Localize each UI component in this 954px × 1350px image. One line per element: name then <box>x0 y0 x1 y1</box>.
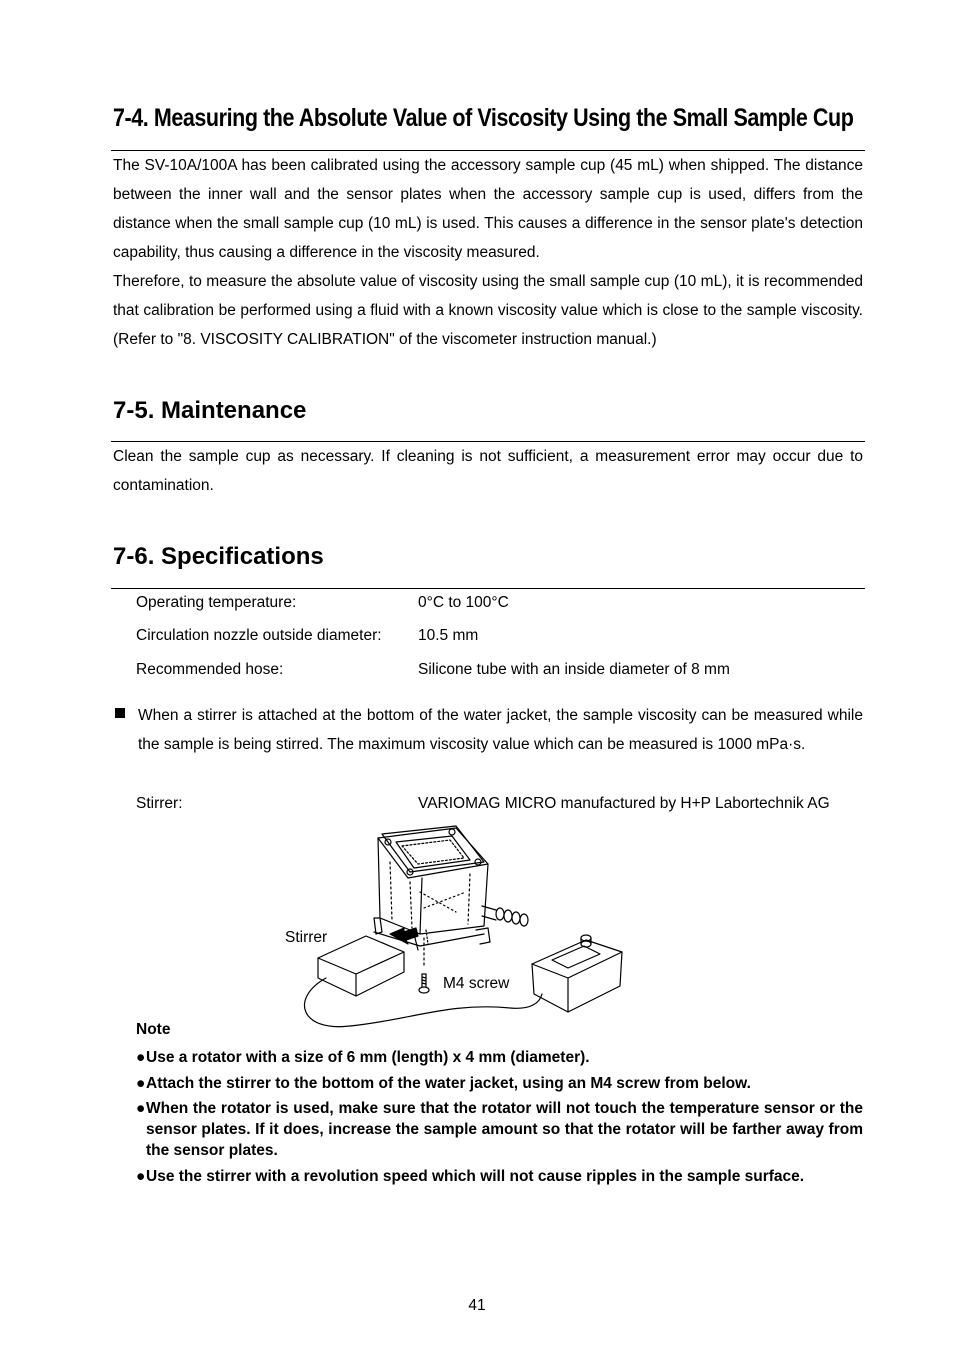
section-7-4-body <box>113 151 863 354</box>
section-heading-7-6: 7-6. Specifications <box>113 543 324 570</box>
spec-value: VARIOMAG MICRO manufactured by H+P Labortechnik AG <box>418 795 830 812</box>
spec-value: Silicone tube with an inside diameter of 8 mm <box>418 661 730 678</box>
square-bullet-icon <box>115 708 125 718</box>
heading-rule <box>111 588 865 589</box>
section-heading-7-4: 7-4. Measuring the Absolute Value of Viscosity Using the Small Sample Cup <box>113 104 854 132</box>
stirrer-unit-drawing <box>318 936 404 996</box>
note-item <box>136 1047 863 1068</box>
note-item <box>136 1073 863 1094</box>
paragraph: Clean the sample cup as necessary. If cleaning is not sufficient, a measurement error may occur due to contamination. <box>113 448 863 494</box>
figure-label-stirrer: Stirrer <box>285 929 328 946</box>
note-title: Note <box>136 1021 171 1038</box>
figure-label-m4-screw: M4 screw <box>443 975 510 992</box>
round-bullet-icon: ● <box>136 1049 146 1066</box>
section-heading-7-5: 7-5. Maintenance <box>113 397 307 424</box>
round-bullet-icon: ● <box>136 1075 146 1092</box>
paragraph: Therefore, to measure the absolute value of viscosity using the small sample cup (10 mL), it is recommended that calibration be performed using a fluid with a known viscosity value which is close to the sample viscosity. (Refer to "8. VISCOSITY CALIBRATION" of the viscometer instruction manual.) <box>113 273 863 348</box>
note-text: When the rotator is used, make sure that the rotator will not touch the temperature sensor or the sensor plates. If it does, increase the sample amount so that the rotator will be farther away from the sensor plates. <box>146 1100 863 1159</box>
section-7-5-body <box>113 442 863 500</box>
spec-label: Operating temperature: <box>136 594 297 611</box>
round-bullet-icon: ● <box>136 1100 146 1117</box>
spec-label: Recommended hose: <box>136 661 284 678</box>
note-item <box>136 1166 863 1187</box>
spec-label: Stirrer: <box>136 795 183 812</box>
note-text: Attach the stirrer to the bottom of the water jacket, using an M4 screw from below. <box>146 1075 751 1092</box>
insert-arrow-icon <box>390 928 418 944</box>
controller-unit-drawing <box>532 935 622 1012</box>
paragraph: The SV-10A/100A has been calibrated using the accessory sample cup (45 mL) when shipped. The distance between the inner wall and the sensor plates when the accessory sample cup is used, differs from the distance when the small sample cup (10 mL) is used. This causes a difference in the sensor plate's detection capability, thus causing a difference in the viscosity measured. <box>113 157 863 261</box>
note-item <box>136 1098 863 1161</box>
note-text: Use the stirrer with a revolution speed which will not cause ripples in the sample surface. <box>146 1168 805 1185</box>
note-text: Use a rotator with a size of 6 mm (length) x 4 mm (diameter). <box>146 1049 590 1066</box>
round-bullet-icon: ● <box>136 1168 146 1185</box>
spec-value: 10.5 mm <box>418 627 479 644</box>
bullet-text: When a stirrer is attached at the bottom of the water jacket, the sample viscosity can be measured while the sample is being stirred. The maximum viscosity value which can be measured is 1000 mPa·s. <box>138 707 863 753</box>
spec-label: Circulation nozzle outside diameter: <box>136 627 382 644</box>
page-number: 41 <box>468 1297 486 1314</box>
spec-value: 0°C to 100°C <box>418 594 509 611</box>
